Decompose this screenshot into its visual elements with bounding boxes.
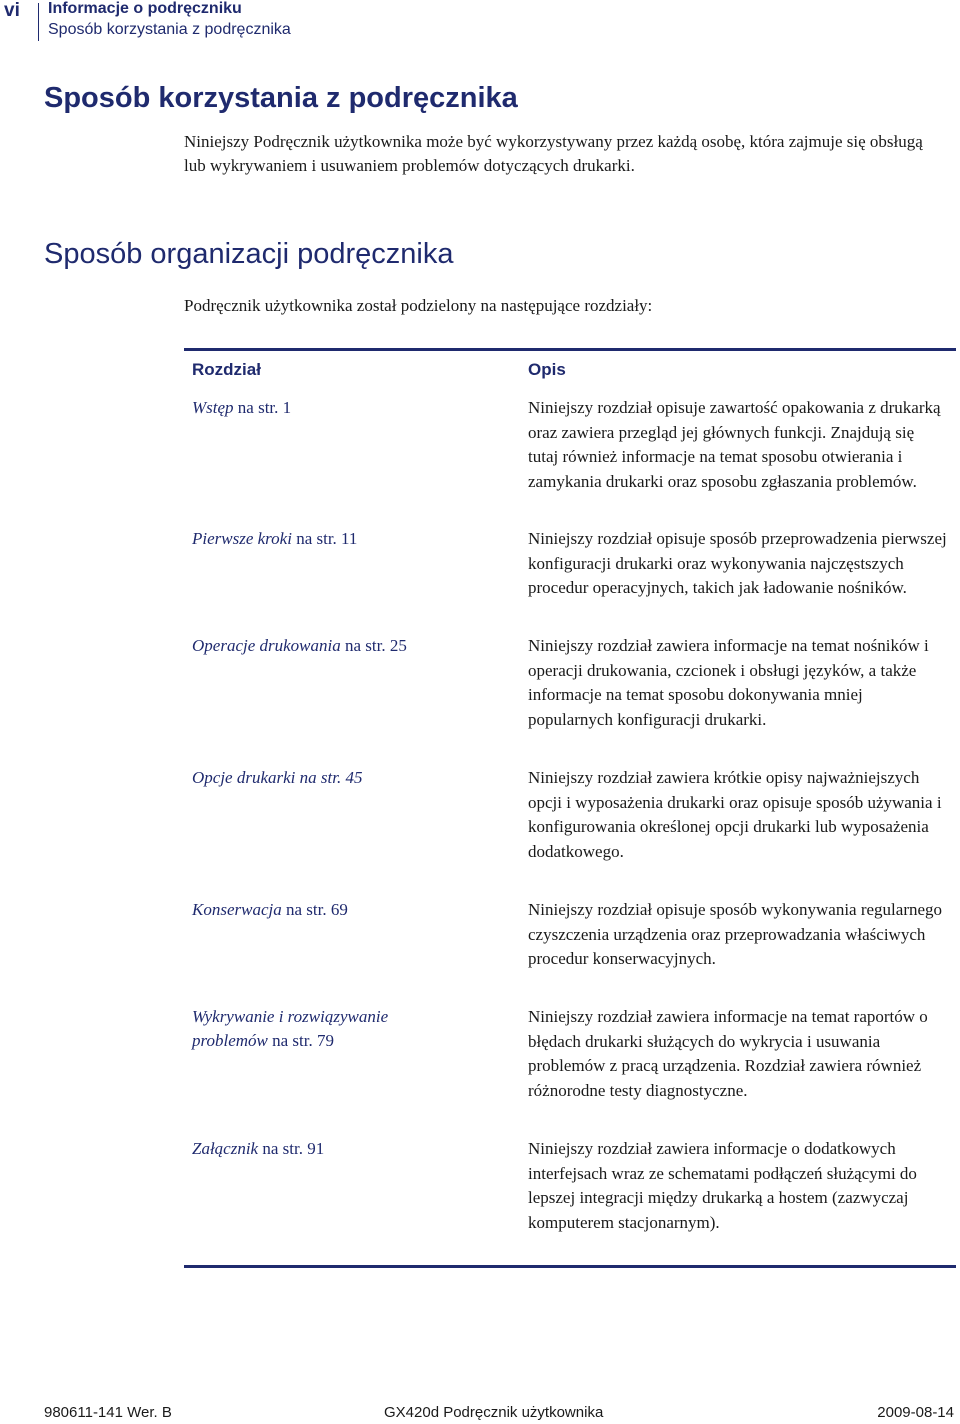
table-header-description: Opis: [528, 360, 566, 379]
table-row-chapter[interactable]: Konserwacja na str. 69: [192, 900, 348, 919]
table-row-description: Niniejszy rozdział zawiera informacje o dodatkowych interfejsach wraz ze schematami podłączeń służącymi do lepszej integracji między drukarką a hostem (zazwyczaj komputerem stacjonarnym).: [528, 1139, 917, 1232]
table-row-description: Niniejszy rozdział zawiera krótkie opisy najważniejszych opcji i wyposażenia drukarki oraz opisuje sposób używania i konfigurowania określonej opcji drukarki lub wyposażenia dodatkowego.: [528, 768, 942, 861]
table-row-description: Niniejszy rozdział zawiera informacje na temat raportów o błędach drukarki służących do wykrycia i usuwania problemów z pracą urządzenia. Rozdział zawiera również różnorodne testy diagnostyczne.: [528, 1007, 928, 1100]
paragraph-usage: Niniejszy Podręcznik użytkownika może być wykorzystywany przez każdą osobę, która zajmuje się obsługą lub wykrywaniem i usuwaniem problemów dotyczących drukarki.: [184, 132, 923, 175]
table-row-description: Niniejszy rozdział opisuje zawartość opakowania z drukarką oraz zawiera przegląd jej głównych funkcji. Znajdują się tutaj również informacje na temat sposobu otwierania i zamykania drukarki oraz sposobu zgłaszania problemów.: [528, 398, 941, 491]
header-divider: [38, 3, 39, 41]
table-row-description: Niniejszy rozdział zawiera informacje na temat nośników i operacji drukowania, czcionek i obsługi języków, a także informacje na temat sposobu dokonywania mniej popularnych konfiguracji drukarki.: [528, 636, 929, 729]
page-number: vi: [4, 0, 20, 21]
paragraph-organization: Podręcznik użytkownika został podzielony na następujące rozdziały:: [184, 296, 653, 315]
header-subsection-title: Sposób korzystania z podręcznika: [48, 21, 291, 38]
table-bottom-rule: [184, 1265, 956, 1268]
table-row-chapter[interactable]: Wykrywanie i rozwiązywanie problemów na str. 79: [192, 1007, 389, 1050]
footer-date: 2009-08-14: [877, 1404, 954, 1421]
heading-organization: Sposób organizacji podręcznika: [44, 238, 454, 270]
heading-usage: Sposób korzystania z podręcznika: [44, 82, 518, 114]
table-header-chapter: Rozdział: [192, 360, 261, 379]
table-row-chapter[interactable]: Załącznik na str. 91: [192, 1139, 325, 1158]
table-row-description: Niniejszy rozdział opisuje sposób przeprowadzenia pierwszej konfiguracji drukarki oraz wykonywania najczęstszych procedur operacyjnych, takich jak ładowanie nośników.: [528, 529, 947, 597]
table-row-description: Niniejszy rozdział opisuje sposób wykonywania regularnego czyszczenia urządzenia oraz przeprowadzania właściwych procedur konserwacyjnych.: [528, 900, 943, 968]
table-row-chapter[interactable]: Wstęp na str. 1: [192, 398, 292, 417]
header-section-title: Informacje o podręczniku: [48, 0, 242, 17]
table-row-chapter[interactable]: Opcje drukarki na str. 45: [192, 768, 363, 787]
footer-manual-title: GX420d Podręcznik użytkownika: [384, 1404, 604, 1421]
footer-document-id: 980611-141 Wer. B: [44, 1404, 172, 1421]
table-row-chapter[interactable]: Operacje drukowania na str. 25: [192, 636, 407, 655]
table-top-rule: [184, 348, 956, 351]
table-row-chapter[interactable]: Pierwsze kroki na str. 11: [192, 529, 358, 548]
